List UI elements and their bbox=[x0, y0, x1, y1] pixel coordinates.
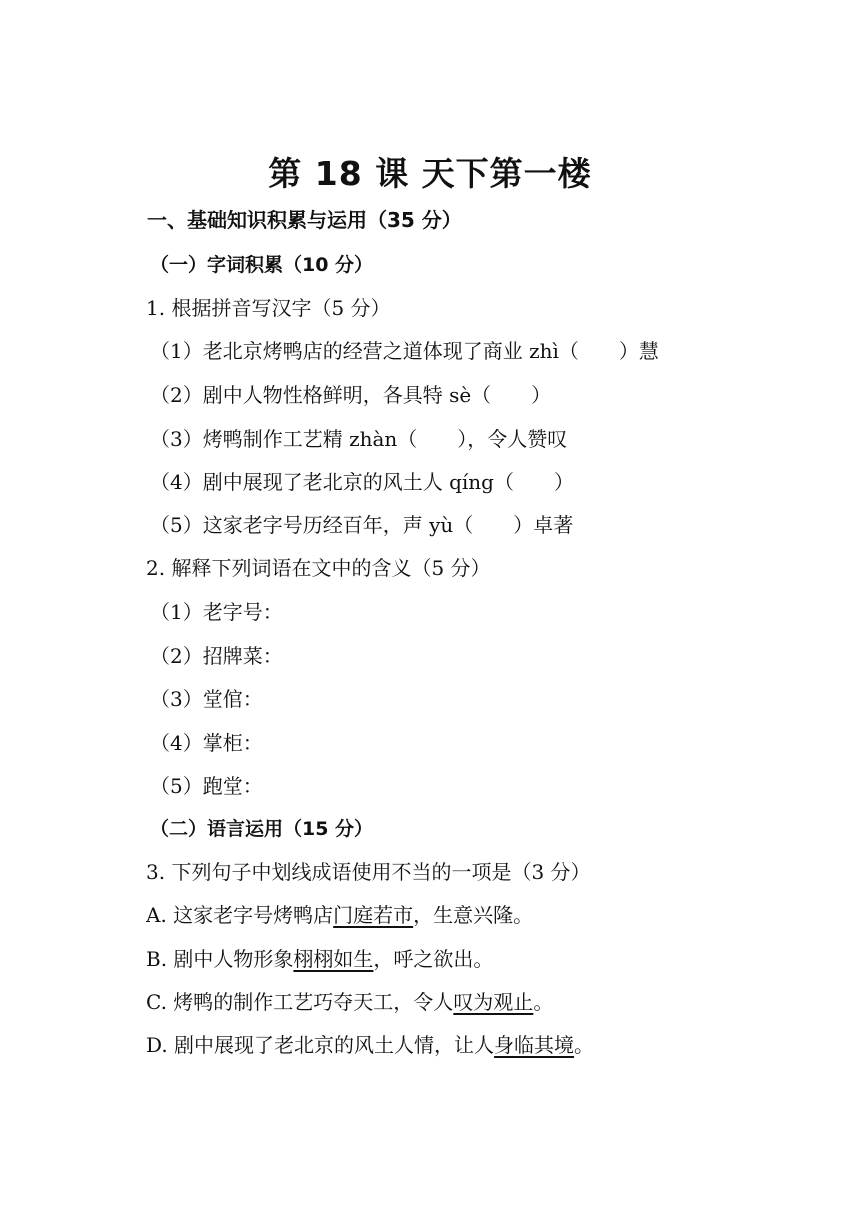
question-2-heading: 2. 解释下列词语在文中的含义（5 分） bbox=[146, 556, 491, 580]
option-text: 。 bbox=[533, 990, 554, 1014]
question-3-heading: 3. 下列句子中划线成语使用不当的一项是（3 分） bbox=[146, 860, 591, 884]
option-text: D. 剧中展现了老北京的风土人情，让人 bbox=[146, 1033, 495, 1057]
question-2-item: （3）堂倌： bbox=[150, 687, 263, 711]
option-c bbox=[146, 988, 553, 1016]
option-text: ，生意兴隆。 bbox=[413, 903, 534, 927]
option-text: B. 剧中人物形象 bbox=[146, 947, 294, 971]
option-text: ，呼之欲出。 bbox=[373, 947, 494, 971]
question-1-item: （5）这家老字号历经百年，声 yù（ ）卓著 bbox=[150, 513, 574, 537]
part-heading-language: （二）语言运用（15 分） bbox=[150, 818, 374, 840]
question-2-item: （2）招牌菜： bbox=[150, 644, 283, 668]
underlined-idiom: 身临其境 bbox=[494, 1033, 575, 1057]
question-1-heading: 1. 根据拼音写汉字（5 分） bbox=[146, 296, 391, 320]
question-1-item: （1）老北京烤鸭店的经营之道体现了商业 zhì（ ）慧 bbox=[150, 339, 659, 363]
question-2-item: （4）掌柜： bbox=[150, 731, 263, 755]
question-2-item: （5）跑堂： bbox=[150, 774, 263, 798]
part-heading-vocab: （一）字词积累（10 分） bbox=[150, 254, 374, 276]
underlined-idiom: 门庭若市 bbox=[333, 903, 414, 927]
underlined-idiom: 栩栩如生 bbox=[293, 947, 374, 971]
section-heading: 一、基础知识积累与运用（35 分） bbox=[147, 208, 462, 232]
question-2-item: （1）老字号： bbox=[150, 600, 283, 624]
option-text: 。 bbox=[574, 1033, 595, 1057]
option-a bbox=[146, 901, 533, 929]
option-text: A. 这家老字号烤鸭店 bbox=[146, 903, 334, 927]
option-text: C. 烤鸭的制作工艺巧夺天工，令人 bbox=[146, 990, 454, 1014]
question-1-item: （2）剧中人物性格鲜明，各具特 sè（ ） bbox=[150, 383, 552, 407]
option-d bbox=[146, 1031, 594, 1059]
option-b bbox=[146, 945, 493, 973]
question-1-item: （3）烤鸭制作工艺精 zhàn（ ），令人赞叹 bbox=[150, 427, 568, 451]
lesson-title: 第 18 课 天下第一楼 bbox=[268, 154, 592, 193]
question-1-item: （4）剧中展现了老北京的风土人 qíng（ ） bbox=[150, 470, 574, 494]
underlined-idiom: 叹为观止 bbox=[453, 990, 534, 1014]
